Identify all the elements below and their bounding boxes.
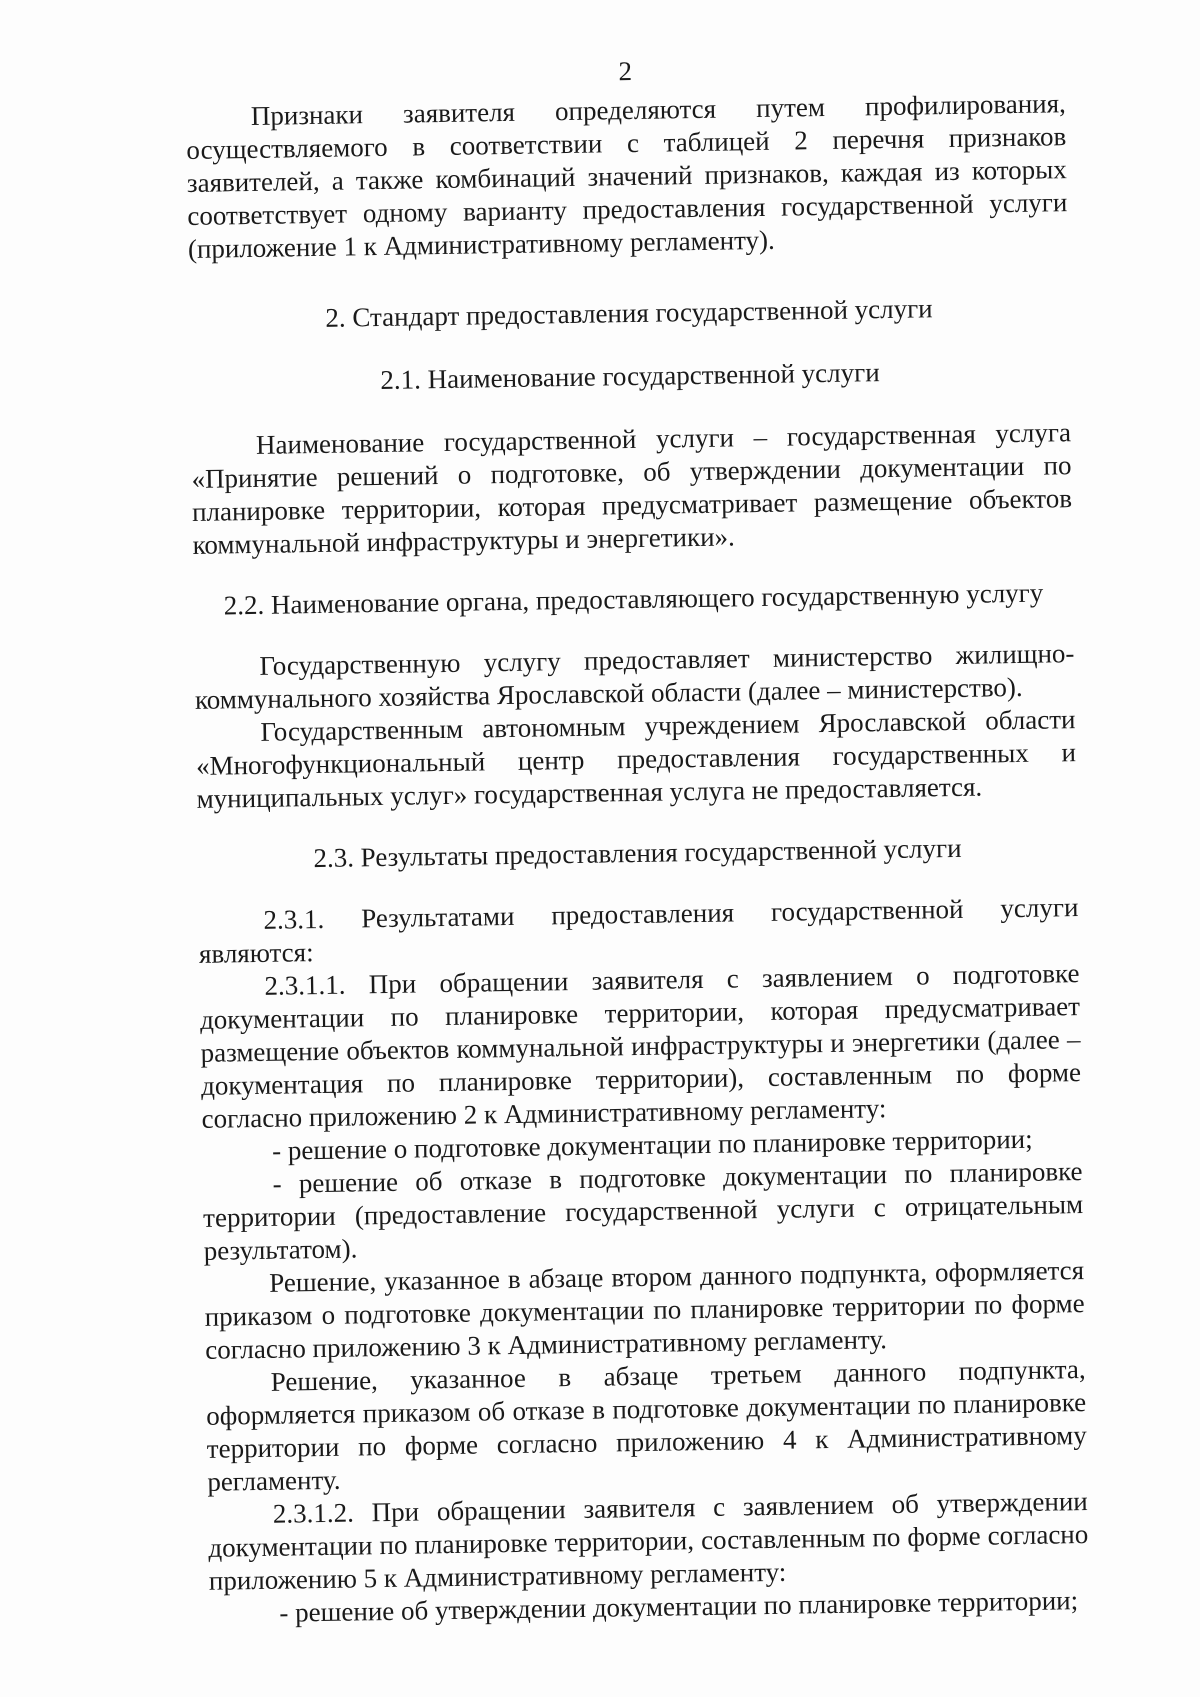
mfc-paragraph: Государственным автономным учреждением Ярославской области «Многофункциональный центр предоставления государственных и муниципальных услуг» государственная услуга не предоставляется. [195,704,1077,814]
list-item-decision-approve: - решение об утверждении документации по планировке территории; [279,1585,1079,1628]
provider-paragraph: Государственную услугу предоставляет министерство жилищно-коммунального хозяйства Ярославской области (далее – министерство). [194,638,1075,715]
document-content [185,48,1090,1631]
list-item-decision-prepare: - решение о подготовке документации по планировке территории; [271,1123,1033,1166]
section-heading-provider: 2.2. Наименование органа, предоставляющего государственную услугу [223,577,1044,621]
section-heading-standard: 2. Стандарт предоставления государственной услуги [325,293,933,333]
service-name-paragraph: Наименование государственной услуги – государственная услуга «Принятие решений о подготовке, об утверждении документации по планировке территории, которая предусматривает размещение объектов коммунальной инфраструктуры и энергетики». [191,417,1073,560]
section-heading-results: 2.3. Результаты предоставления государственной услуги [313,832,962,874]
intro-paragraph: Признаки заявителя определяются путем профилирования, осуществляемого в соответствии с таблицей 2 перечня признаков заявителей, а также комбинаций значений признаков, каждая из которых соответствует одному варианту предоставления государственной услуги (приложение 1 к Административному регламенту). [186,88,1068,264]
decision-second-paragraph: Решение, указанное в абзаце втором данного подпункта, оформляется приказом о подготовке документации по планировке территории по форме согласно приложению 3 к Административному регламенту. [204,1255,1085,1365]
results-intro-paragraph: 2.3.1. Результатами предоставления государственной услуги являются: [198,892,1079,969]
section-heading-service-name: 2.1. Наименование государственной услуги [380,357,880,395]
list-item-decision-refuse: - решение об отказе в подготовке документации по планировке территории (предоставление государственной услуги с отрицательным результатом). [202,1156,1084,1266]
results-approve-paragraph: 2.3.1.2. При обращении заявителя с заявлением об утверждении документации по планировке территории, составленным по форме согласно приложению 5 к Административному регламенту: [208,1486,1089,1596]
results-prepare-paragraph: 2.3.1.1. При обращении заявителя с заявлением о подготовке документации по планировке территории, которая предусматривает размещение объектов коммунальной инфраструктуры и энергетики (далее – документация по планировке территории), составленным по форме согласно приложению 2 к Административному регламенту: [199,958,1082,1134]
decision-third-paragraph: Решение, указанное в абзаце третьем данного подпункта, оформляется приказом об отказе в подготовке документации по планировке территории по форме согласно приложению 4 к Административному регламенту. [206,1354,1087,1497]
page-number: 2 [618,55,633,87]
